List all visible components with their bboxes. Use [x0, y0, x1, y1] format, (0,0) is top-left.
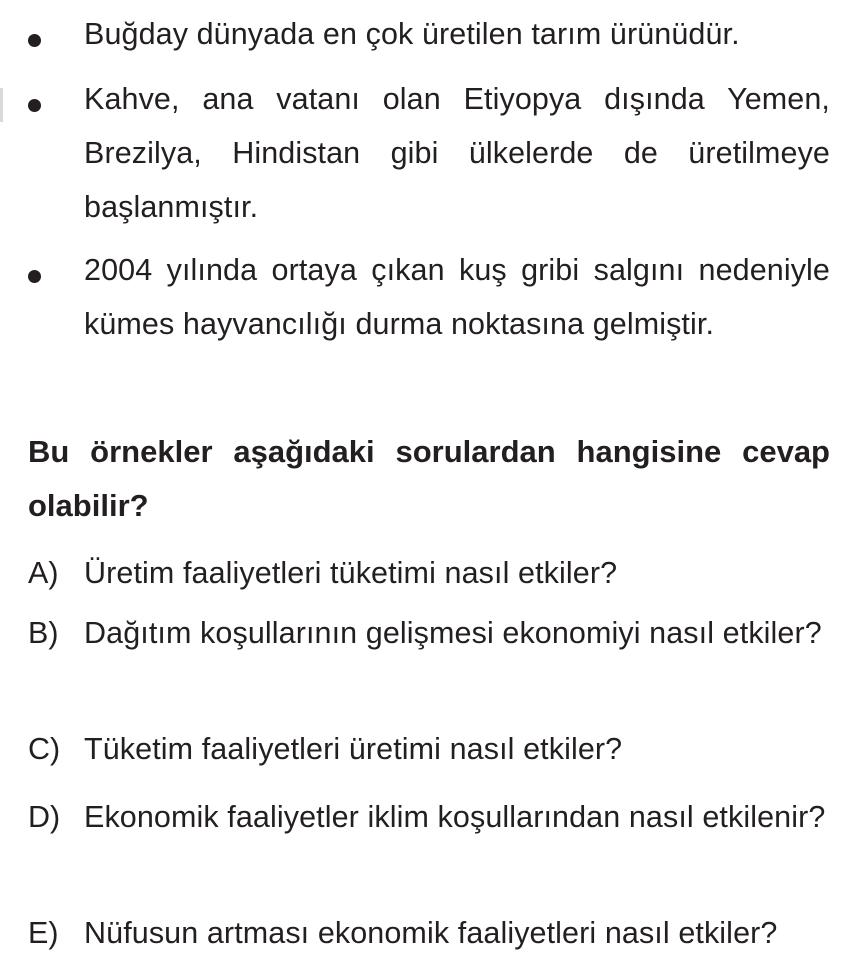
option-letter: B) [28, 616, 59, 650]
option-text: Dağıtım koşullarının gelişmesi ekonomiyi nasıl etkiler? [84, 616, 822, 650]
option-text: Tüketim faaliyetleri üretimi nasıl etkiler? [84, 732, 623, 766]
option-letter: E) [28, 916, 59, 950]
option-letter: A) [28, 556, 59, 590]
option-text: Nüfusun artması ekonomik faaliyetleri nasıl etkiler? [84, 916, 778, 950]
option-text: Ekonomik faaliyetler iklim koşullarından nasıl etkilenir? [84, 800, 826, 834]
bullet-text: Kahve, ana vatanı olan Etiyopya dışında Yemen, Brezilya, Hindistan gibi ülkelerde de üretilmeye başlanmıştır. [84, 82, 830, 224]
bullet-dot-icon [28, 99, 41, 112]
margin-mark [0, 88, 3, 122]
question-stem: Bu örnekler aşağıdaki sorulardan hangisine cevap olabilir? [28, 434, 830, 523]
bullet-dot-icon [28, 270, 41, 283]
bullet-text: 2004 yılında ortaya çıkan kuş gribi salgını nedeniyle kümes hayvancılığı durma noktasına gelmiştir. [84, 253, 830, 341]
bullet-dot-icon [28, 34, 41, 47]
bullet-text: Buğday dünyada en çok üretilen tarım ürünüdür. [84, 17, 740, 51]
option-letter: D) [28, 800, 61, 834]
option-text: Üretim faaliyetleri tüketimi nasıl etkiler? [84, 556, 618, 590]
option-letter: C) [28, 732, 61, 766]
